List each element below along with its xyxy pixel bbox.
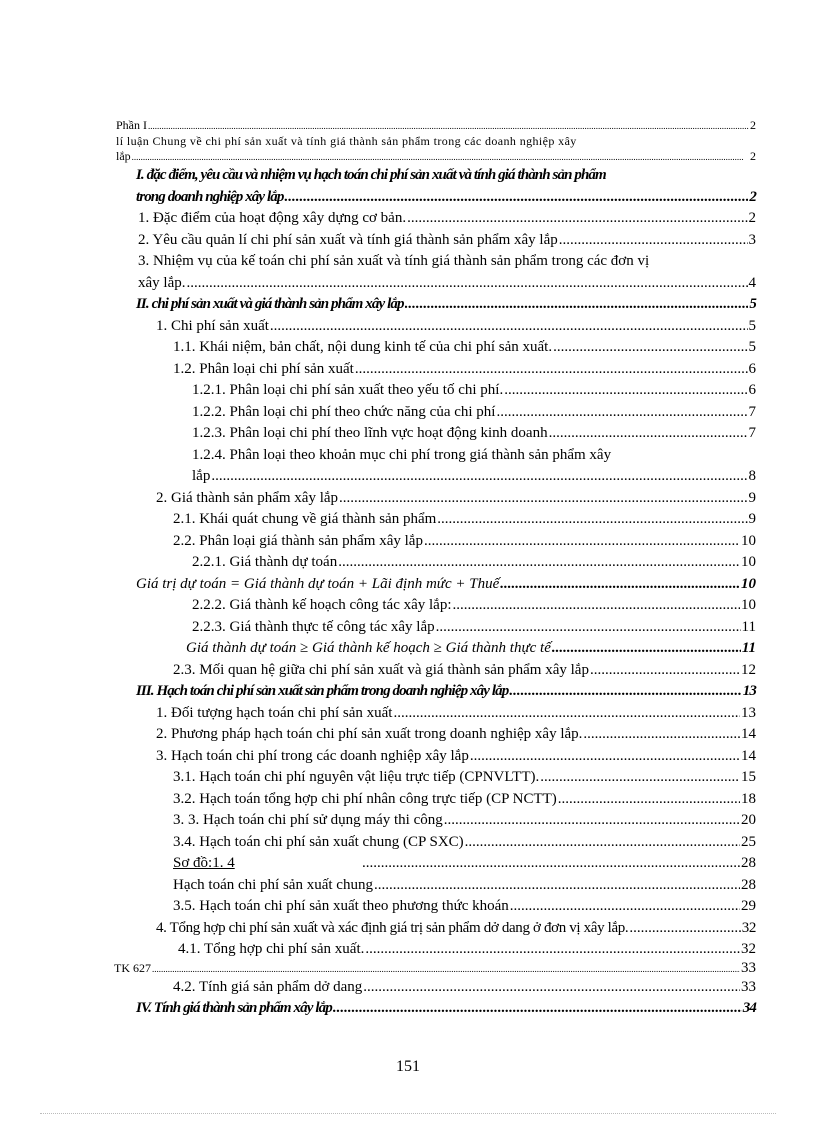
toc-entry[interactable]: I. đặc điểm, yêu cầu và nhiệm vụ hạch toán chi phí sản xuất và tính giá thành sản phẩm trong doanh nghiệp xây lắp ..... 2 (116, 165, 756, 208)
table-of-contents (116, 118, 756, 1020)
toc-entry[interactable]: 1. Đối tượng hạch toán chi phí sản xuất ..... 13 (116, 703, 756, 725)
toc-entry[interactable]: 4. Tổng hợp chi phí sản xuất và xác định giá trị sản phẩm dở dang ở đơn vị xây lắp. ..... 32 (116, 918, 756, 940)
toc-entry[interactable]: 2.2.2. Giá thành kế hoạch công tác xây lắp: ..... 10 (116, 595, 756, 617)
toc-entry[interactable]: IV. Tính giá thành sản phẩm xây lắp ..... 34 (116, 998, 756, 1020)
toc-entry[interactable]: 3.4. Hạch toán chi phí sản xuất chung (CP SXC) ..... 25 (116, 832, 756, 854)
page-bottom-divider (40, 1113, 776, 1114)
toc-entry[interactable]: 4.1. Tổng hợp chi phí sản xuất. ..... 32 (116, 939, 756, 961)
toc-entry[interactable]: 3. Nhiệm vụ của kế toán chi phí sản xuất và tính giá thành sản phẩm trong các đơn vị xây lắp. ..... 4 (116, 251, 756, 294)
toc-entry[interactable]: 2.3. Mối quan hệ giữa chi phí sản xuất và giá thành sản phẩm xây lắp ..... 12 (116, 660, 756, 682)
toc-entry[interactable]: 2.2.1. Giá thành dự toán ..... 10 (116, 552, 756, 574)
toc-entry[interactable]: Sơ đồ:1. 4 ..... 28 (116, 853, 756, 875)
toc-entry[interactable]: 3.1. Hạch toán chi phí nguyên vật liệu trực tiếp (CPNVLTT). ..... 15 (116, 767, 756, 789)
toc-entry[interactable]: Hạch toán chi phí sản xuất chung ..... 28 (116, 875, 756, 897)
toc-entry[interactable]: II. chi phí sản xuất và giá thành sản phẩm xây lắp ..... 5 (116, 294, 756, 316)
toc-entry[interactable]: 3. Hạch toán chi phí trong các doanh nghiệp xây lắp ..... 14 (116, 746, 756, 768)
toc-entry[interactable]: 3.2. Hạch toán tổng hợp chi phí nhân công trực tiếp (CP NCTT) ..... 18 (116, 789, 756, 811)
toc-entry[interactable]: lí luận Chung về chi phí sản xuất và tính giá thành sản phẩm trong các doanh nghiệp xây lắp ..... 2 (116, 134, 756, 165)
toc-entry[interactable]: Giá trị dự toán = Giá thành dự toán + Lãi định mức + Thuế ..... 10 (116, 574, 756, 596)
toc-entry[interactable]: 2.1. Khái quát chung về giá thành sản phẩm ..... 9 (116, 509, 756, 531)
toc-entry[interactable]: Phần I ..... 2 (116, 118, 756, 134)
toc-entry[interactable]: 1.2.3. Phân loại chi phí theo lĩnh vực hoạt động kinh doanh ..... 7 (116, 423, 756, 445)
toc-entry[interactable]: 1. Chi phí sản xuất ..... 5 (116, 316, 756, 338)
toc-entry[interactable]: 1. Đặc điểm của hoạt động xây dựng cơ bản. ..... 2 (116, 208, 756, 230)
toc-entry[interactable]: 4.2. Tính giá sản phẩm dở dang ..... 33 (116, 977, 756, 999)
toc-entry[interactable]: Giá thành dự toán ≥ Giá thành kế hoạch ≥ Giá thành thực tế ..... 11 (116, 638, 756, 660)
page-number: 151 (396, 1058, 420, 1075)
toc-entry[interactable]: 1.1. Khái niệm, bản chất, nội dung kinh tế của chi phí sản xuất. ..... 5 (116, 337, 756, 359)
toc-entry[interactable]: III. Hạch toán chi phí sản xuất sản phẩm trong doanh nghiệp xây lắp ..... 13 (116, 681, 756, 703)
toc-entry[interactable]: TK 627 ..... 33 (114, 961, 756, 977)
toc-entry[interactable]: 1.2. Phân loại chi phí sản xuất ..... 6 (116, 359, 756, 381)
toc-entry[interactable]: 2. Giá thành sản phẩm xây lắp ..... 9 (116, 488, 756, 510)
toc-entry[interactable]: 2. Phương pháp hạch toán chi phí sản xuất trong doanh nghiệp xây lắp. ..... 14 (116, 724, 756, 746)
toc-entry[interactable]: 3. 3. Hạch toán chi phí sử dụng máy thi công ..... 20 (116, 810, 756, 832)
toc-entry[interactable]: 1.2.2. Phân loại chi phí theo chức năng của chi phí ..... 7 (116, 402, 756, 424)
toc-entry[interactable]: 2.2. Phân loại giá thành sản phẩm xây lắp ..... 10 (116, 531, 756, 553)
toc-entry[interactable]: 2.2.3. Giá thành thực tế công tác xây lắp ..... 11 (116, 617, 756, 639)
toc-entry[interactable]: 1.2.4. Phân loại theo khoản mục chi phí trong giá thành sản phẩm xây lắp ..... 8 (116, 445, 756, 488)
toc-entry[interactable]: 2. Yêu cầu quản lí chi phí sản xuất và tính giá thành sản phẩm xây lắp ..... 3 (116, 230, 756, 252)
toc-entry[interactable]: 1.2.1. Phân loại chi phí sản xuất theo yếu tố chi phí. ..... 6 (116, 380, 756, 402)
toc-entry[interactable]: 3.5. Hạch toán chi phí sản xuất theo phương thức khoán ..... 29 (116, 896, 756, 918)
